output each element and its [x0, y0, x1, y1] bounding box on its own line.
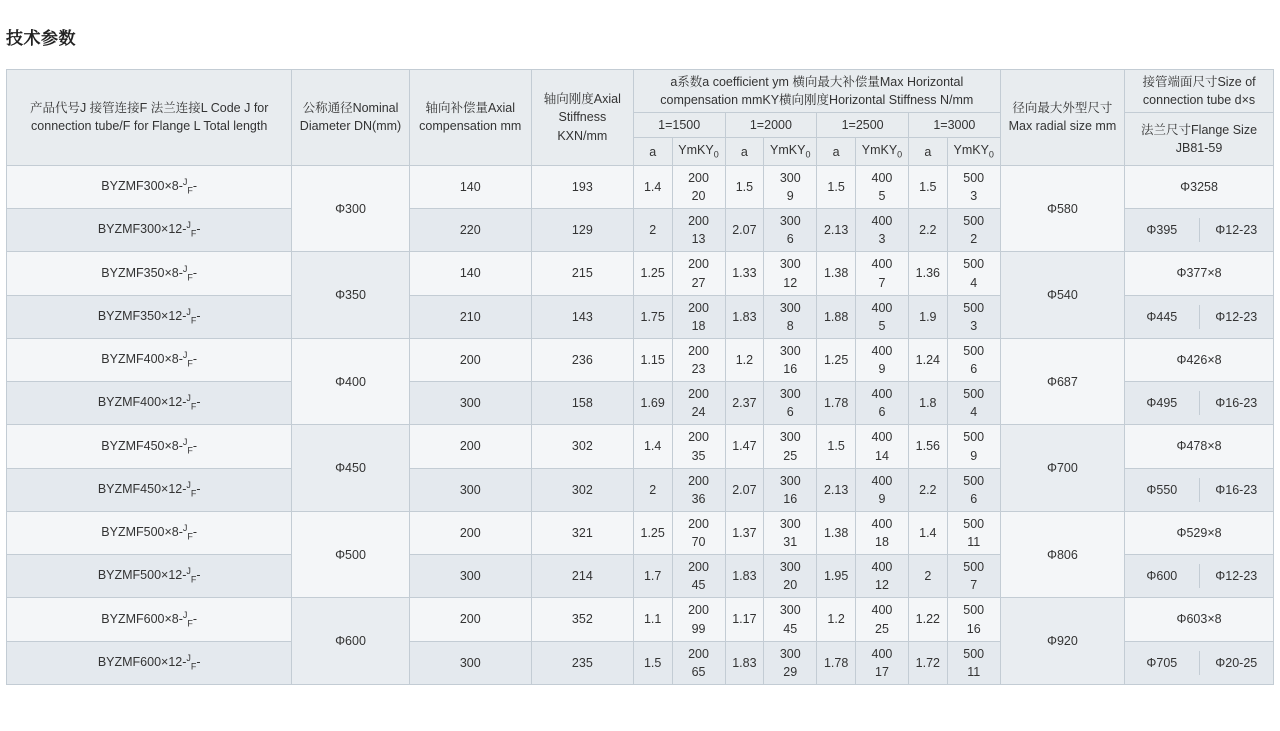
header-l2500: 1=2500 — [817, 113, 909, 138]
cell-flange-pair — [1125, 295, 1274, 338]
header-nominal-diameter: 公称通径Nominal Diameter DN(mm) — [292, 70, 409, 166]
cell-a-1500: 1.4 — [633, 425, 672, 468]
cell-flange-pair — [1125, 382, 1274, 425]
header-axial-stiffness: 轴向刚度Axial Stiffness KXN/mm — [531, 70, 633, 166]
cell-connection-tube-size: Φ377×8 — [1125, 252, 1274, 295]
cell-product-code — [7, 252, 292, 295]
cell-a-2500: 2.13 — [817, 468, 856, 511]
code-prefix: BYZMF500×12- — [97, 568, 187, 583]
cell-ymky-1500: 200 23 — [672, 338, 725, 381]
cell-a-3000: 2.2 — [908, 209, 947, 252]
code-superscript: J — [186, 306, 191, 317]
code-suffix: - — [192, 265, 198, 280]
cell-axial-stiffness: 235 — [531, 641, 633, 684]
cell-ymky-1500: 200 45 — [672, 555, 725, 598]
code-subscript: F — [190, 402, 197, 413]
cell-a-2000: 1.47 — [725, 425, 764, 468]
cell-ymky-2500: 400 18 — [855, 511, 908, 554]
code-suffix: - — [196, 395, 201, 410]
cell-axial-compensation: 220 — [409, 209, 531, 252]
cell-a-3000: 1.22 — [908, 598, 947, 641]
header-ymky-1500: YmKY$_0$ — [672, 138, 725, 166]
cell-a-2500: 1.25 — [817, 338, 856, 381]
cell-a-1500: 2 — [633, 468, 672, 511]
page-title: 技术参数 — [6, 29, 76, 48]
cell-a-1500: 1.25 — [633, 511, 672, 554]
cell-ymky-2500: 400 12 — [855, 555, 908, 598]
cell-connection-tube-size: Φ3258 — [1125, 165, 1274, 208]
cell-ymky-1500: 200 20 — [672, 165, 725, 208]
cell-a-2500: 1.5 — [817, 425, 856, 468]
code-superscript: J — [182, 436, 188, 447]
code-prefix: BYZMF600×8- — [101, 611, 183, 626]
cell-ymky-1500: 200 70 — [672, 511, 725, 554]
cell-a-1500: 1.25 — [633, 252, 672, 295]
cell-ymky-2000: 300 6 — [764, 382, 817, 425]
cell-a-2000: 1.17 — [725, 598, 764, 641]
cell-axial-stiffness: 321 — [531, 511, 633, 554]
cell-ymky-2000: 300 25 — [764, 425, 817, 468]
cell-ymky-1500: 200 99 — [672, 598, 725, 641]
cell-a-2000: 1.33 — [725, 252, 764, 295]
cell-nominal-diameter: Φ300 — [292, 165, 409, 252]
code-superscript: J — [186, 220, 191, 231]
cell-axial-compensation: 300 — [409, 641, 531, 684]
cell-connection-tube-size: Φ478×8 — [1125, 425, 1274, 468]
cell-flange-pair — [1125, 468, 1274, 511]
cell-a-1500: 2 — [633, 209, 672, 252]
cell-a-3000: 1.8 — [908, 382, 947, 425]
cell-a-2000: 2.07 — [725, 209, 764, 252]
cell-a-1500: 1.15 — [633, 338, 672, 381]
cell-flange-diameter: Φ445 — [1146, 309, 1178, 324]
cell-nominal-diameter: Φ600 — [292, 598, 409, 685]
header-a-2500: a — [817, 138, 856, 166]
code-superscript: J — [182, 609, 188, 620]
cell-ymky-2000: 300 8 — [764, 295, 817, 338]
cell-ymky-1500: 200 24 — [672, 382, 725, 425]
cell-product-code — [7, 598, 292, 641]
cell-a-1500: 1.4 — [633, 165, 672, 208]
cell-axial-stiffness: 215 — [531, 252, 633, 295]
cell-axial-compensation: 300 — [409, 382, 531, 425]
cell-max-radial-size: Φ920 — [1000, 598, 1124, 685]
cell-ymky-3000: 500 7 — [947, 555, 1000, 598]
code-superscript: J — [182, 177, 188, 188]
cell-ymky-2000: 300 45 — [764, 598, 817, 641]
cell-product-code — [7, 209, 292, 252]
code-suffix: - — [192, 611, 198, 626]
cell-axial-stiffness: 352 — [531, 598, 633, 641]
cell-axial-compensation: 140 — [409, 165, 531, 208]
cell-ymky-2000: 300 9 — [764, 165, 817, 208]
table-row — [7, 252, 1274, 295]
cell-nominal-diameter: Φ500 — [292, 511, 409, 598]
table-row — [7, 598, 1274, 641]
cell-max-radial-size: Φ806 — [1000, 511, 1124, 598]
cell-axial-stiffness: 158 — [531, 382, 633, 425]
cell-nominal-diameter: Φ350 — [292, 252, 409, 339]
cell-ymky-1500: 200 35 — [672, 425, 725, 468]
header-a-2000: a — [725, 138, 764, 166]
cell-product-code — [7, 295, 292, 338]
cell-product-code — [7, 425, 292, 468]
cell-ymky-2500: 400 17 — [855, 641, 908, 684]
cell-a-3000: 1.56 — [908, 425, 947, 468]
cell-product-code — [7, 382, 292, 425]
cell-ymky-2500: 400 9 — [855, 468, 908, 511]
code-subscript: F — [187, 445, 193, 456]
cell-flange-diameter: Φ395 — [1146, 223, 1178, 238]
cell-ymky-1500: 200 65 — [672, 641, 725, 684]
cell-nominal-diameter: Φ450 — [292, 425, 409, 512]
cell-a-2000: 1.83 — [725, 295, 764, 338]
table-row — [7, 338, 1274, 381]
cell-ymky-2000: 300 20 — [764, 555, 817, 598]
cell-a-3000: 1.24 — [908, 338, 947, 381]
code-suffix: - — [196, 309, 201, 324]
cell-ymky-3000: 500 11 — [947, 511, 1000, 554]
cell-product-code — [7, 468, 292, 511]
code-suffix: - — [192, 525, 198, 540]
cell-ymky-3000: 500 2 — [947, 209, 1000, 252]
cell-a-2000: 1.2 — [725, 338, 764, 381]
cell-a-2000: 1.37 — [725, 511, 764, 554]
cell-a-2500: 1.5 — [817, 165, 856, 208]
code-prefix: BYZMF400×8- — [101, 352, 183, 367]
cell-flange-bolts: Φ16-23 — [1199, 478, 1273, 502]
cell-product-code — [7, 641, 292, 684]
cell-a-3000: 2 — [908, 555, 947, 598]
cell-max-radial-size: Φ540 — [1000, 252, 1124, 339]
code-subscript: F — [190, 229, 197, 240]
cell-flange-pair — [1125, 641, 1274, 684]
code-subscript: F — [187, 272, 193, 283]
cell-ymky-2500: 400 7 — [855, 252, 908, 295]
cell-axial-compensation: 300 — [409, 555, 531, 598]
cell-flange-pair — [1125, 555, 1274, 598]
code-superscript: J — [182, 350, 188, 361]
cell-ymky-3000: 500 9 — [947, 425, 1000, 468]
cell-a-3000: 1.9 — [908, 295, 947, 338]
cell-ymky-2500: 400 9 — [855, 338, 908, 381]
cell-a-1500: 1.69 — [633, 382, 672, 425]
cell-axial-compensation: 140 — [409, 252, 531, 295]
cell-ymky-3000: 500 6 — [947, 468, 1000, 511]
code-subscript: F — [190, 575, 197, 586]
cell-flange-bolts: Φ12-23 — [1199, 305, 1273, 329]
code-superscript: J — [186, 652, 191, 663]
header-ymky-3000: YmKY$_0$ — [947, 138, 1000, 166]
code-subscript: F — [190, 661, 197, 672]
cell-a-2500: 1.2 — [817, 598, 856, 641]
cell-ymky-3000: 500 3 — [947, 165, 1000, 208]
code-prefix: BYZMF350×12- — [97, 309, 187, 324]
code-superscript: J — [182, 523, 188, 534]
table-head — [7, 70, 1274, 166]
cell-axial-stiffness: 129 — [531, 209, 633, 252]
cell-connection-tube-size: Φ529×8 — [1125, 511, 1274, 554]
cell-ymky-3000: 500 4 — [947, 252, 1000, 295]
cell-flange-diameter: Φ550 — [1146, 482, 1178, 497]
cell-a-3000: 1.36 — [908, 252, 947, 295]
header-code: 产品代号J 接管连接F 法兰连接L Code J for connection tube/F for Flange L Total length — [7, 70, 292, 166]
cell-max-radial-size: Φ580 — [1000, 165, 1124, 252]
cell-a-3000: 1.72 — [908, 641, 947, 684]
cell-a-2500: 1.95 — [817, 555, 856, 598]
cell-flange-bolts: Φ20-25 — [1199, 651, 1273, 675]
header-a-coefficient-group: a系数a coefficient ym 横向最大补偿量Max Horizontal compensation mmKY横向刚度Horizontal Stiffness N/mm — [633, 70, 1000, 113]
cell-axial-stiffness: 302 — [531, 468, 633, 511]
cell-product-code — [7, 165, 292, 208]
code-prefix: BYZMF500×8- — [101, 525, 183, 540]
cell-a-2000: 2.37 — [725, 382, 764, 425]
cell-a-2000: 2.07 — [725, 468, 764, 511]
cell-flange-bolts: Φ16-23 — [1199, 391, 1273, 415]
header-axial-compensation: 轴向补偿量Axial compensation mm — [409, 70, 531, 166]
code-prefix: BYZMF300×8- — [101, 179, 183, 194]
code-subscript: F — [187, 531, 193, 542]
cell-a-2500: 1.38 — [817, 511, 856, 554]
table-row — [7, 425, 1274, 468]
header-a-3000: a — [908, 138, 947, 166]
cell-nominal-diameter: Φ400 — [292, 338, 409, 425]
cell-axial-stiffness: 193 — [531, 165, 633, 208]
cell-ymky-2000: 300 16 — [764, 468, 817, 511]
cell-a-2500: 1.78 — [817, 382, 856, 425]
cell-ymky-3000: 500 11 — [947, 641, 1000, 684]
code-suffix: - — [196, 655, 201, 670]
cell-ymky-1500: 200 36 — [672, 468, 725, 511]
cell-a-3000: 2.2 — [908, 468, 947, 511]
cell-ymky-3000: 500 3 — [947, 295, 1000, 338]
cell-flange-pair — [1125, 209, 1274, 252]
cell-flange-diameter: Φ705 — [1146, 655, 1178, 670]
cell-product-code — [7, 555, 292, 598]
code-prefix: BYZMF600×12- — [97, 655, 187, 670]
header-flange-size: 法兰尺寸Flange Size JB81-59 — [1125, 113, 1274, 166]
cell-axial-compensation: 200 — [409, 598, 531, 641]
header-ymky-2000: YmKY$_0$ — [764, 138, 817, 166]
code-subscript: F — [190, 315, 197, 326]
cell-a-2000: 1.5 — [725, 165, 764, 208]
cell-product-code — [7, 338, 292, 381]
header-max-radial-size: 径向最大外型尺寸 Max radial size mm — [1000, 70, 1124, 166]
header-l3000: 1=3000 — [908, 113, 1000, 138]
code-suffix: - — [192, 179, 198, 194]
cell-flange-diameter: Φ600 — [1146, 569, 1178, 584]
code-suffix: - — [192, 352, 198, 367]
code-prefix: BYZMF300×12- — [97, 222, 187, 237]
cell-a-2500: 1.88 — [817, 295, 856, 338]
cell-axial-compensation: 210 — [409, 295, 531, 338]
header-ymky-2500: YmKY$_0$ — [855, 138, 908, 166]
cell-axial-compensation: 200 — [409, 511, 531, 554]
code-superscript: J — [182, 263, 188, 274]
cell-ymky-2500: 400 14 — [855, 425, 908, 468]
code-subscript: F — [187, 185, 193, 196]
cell-a-3000: 1.5 — [908, 165, 947, 208]
cell-ymky-2000: 300 12 — [764, 252, 817, 295]
code-prefix: BYZMF450×12- — [97, 482, 187, 497]
code-subscript: F — [187, 358, 193, 369]
header-connection-tube-size: 接管端面尺寸Size of connection tube d×s — [1125, 70, 1274, 113]
header-l2000: 1=2000 — [725, 113, 817, 138]
cell-a-2500: 2.13 — [817, 209, 856, 252]
cell-a-1500: 1.7 — [633, 555, 672, 598]
header-a-1500: a — [633, 138, 672, 166]
cell-a-1500: 1.5 — [633, 641, 672, 684]
cell-axial-compensation: 200 — [409, 338, 531, 381]
cell-a-2000: 1.83 — [725, 555, 764, 598]
cell-ymky-2000: 300 6 — [764, 209, 817, 252]
cell-ymky-2000: 300 16 — [764, 338, 817, 381]
cell-ymky-1500: 200 13 — [672, 209, 725, 252]
cell-axial-stiffness: 236 — [531, 338, 633, 381]
cell-a-2500: 1.78 — [817, 641, 856, 684]
code-suffix: - — [196, 222, 201, 237]
cell-ymky-2500: 400 5 — [855, 295, 908, 338]
code-suffix: - — [192, 438, 198, 453]
cell-connection-tube-size: Φ603×8 — [1125, 598, 1274, 641]
cell-flange-diameter: Φ495 — [1146, 396, 1178, 411]
table-row — [7, 165, 1274, 208]
cell-ymky-2500: 400 25 — [855, 598, 908, 641]
cell-ymky-1500: 200 27 — [672, 252, 725, 295]
cell-axial-stiffness: 214 — [531, 555, 633, 598]
cell-ymky-3000: 500 4 — [947, 382, 1000, 425]
code-suffix: - — [196, 568, 201, 583]
cell-a-1500: 1.75 — [633, 295, 672, 338]
cell-axial-stiffness: 143 — [531, 295, 633, 338]
cell-connection-tube-size: Φ426×8 — [1125, 338, 1274, 381]
cell-flange-bolts: Φ12-23 — [1199, 218, 1273, 242]
code-suffix: - — [196, 482, 201, 497]
technical-parameters-table — [6, 69, 1274, 685]
code-superscript: J — [186, 393, 191, 404]
cell-a-1500: 1.1 — [633, 598, 672, 641]
table-row — [7, 511, 1274, 554]
header-row-1 — [7, 70, 1274, 113]
code-prefix: BYZMF400×12- — [97, 395, 187, 410]
cell-ymky-3000: 500 6 — [947, 338, 1000, 381]
cell-a-2000: 1.83 — [725, 641, 764, 684]
code-superscript: J — [186, 479, 191, 490]
code-subscript: F — [190, 488, 197, 499]
code-prefix: BYZMF350×8- — [101, 265, 183, 280]
cell-ymky-2500: 400 3 — [855, 209, 908, 252]
cell-a-2500: 1.38 — [817, 252, 856, 295]
header-l1500: 1=1500 — [633, 113, 725, 138]
code-prefix: BYZMF450×8- — [101, 438, 183, 453]
cell-ymky-2000: 300 31 — [764, 511, 817, 554]
cell-product-code — [7, 511, 292, 554]
cell-ymky-3000: 500 16 — [947, 598, 1000, 641]
cell-flange-bolts: Φ12-23 — [1199, 564, 1273, 588]
cell-ymky-2500: 400 6 — [855, 382, 908, 425]
table-body — [7, 165, 1274, 684]
cell-max-radial-size: Φ700 — [1000, 425, 1124, 512]
cell-ymky-2500: 400 5 — [855, 165, 908, 208]
cell-ymky-1500: 200 18 — [672, 295, 725, 338]
code-superscript: J — [186, 566, 191, 577]
cell-axial-compensation: 300 — [409, 468, 531, 511]
cell-max-radial-size: Φ687 — [1000, 338, 1124, 425]
cell-ymky-2000: 300 29 — [764, 641, 817, 684]
cell-a-3000: 1.4 — [908, 511, 947, 554]
cell-axial-stiffness: 302 — [531, 425, 633, 468]
code-subscript: F — [187, 618, 193, 629]
cell-axial-compensation: 200 — [409, 425, 531, 468]
